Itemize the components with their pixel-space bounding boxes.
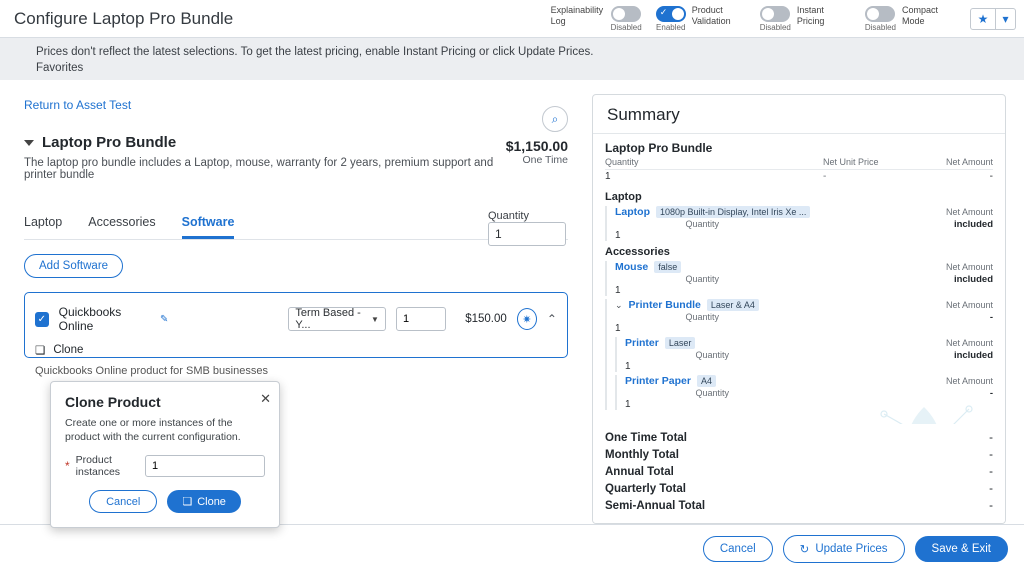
- toggle-compact-mode[interactable]: [865, 5, 956, 32]
- bundle-quantity-value: 1: [605, 171, 611, 182]
- toggle-product-validation[interactable]: [656, 5, 746, 32]
- summary-bundle-values: [605, 170, 993, 186]
- line-item-quantity-label: Quantity: [695, 350, 729, 360]
- summary-line-item: [605, 261, 993, 296]
- tab-software[interactable]: Software: [182, 215, 235, 239]
- pricing-notice-banner: [0, 38, 1024, 80]
- clone-menu-item[interactable]: [35, 343, 557, 357]
- cancel-button[interactable]: Cancel: [703, 536, 773, 562]
- summary-line-item: [605, 299, 993, 410]
- toggle-switch[interactable]: [656, 6, 686, 22]
- line-item-quantity-value: 1: [625, 399, 631, 410]
- line-item-name[interactable]: Printer Paper: [625, 375, 691, 387]
- page-title: Configure Laptop Pro Bundle: [14, 8, 234, 28]
- chevron-down-icon[interactable]: [24, 140, 34, 146]
- toggle-label: Compact Mode: [902, 5, 939, 26]
- line-item-name[interactable]: Mouse: [615, 261, 649, 273]
- total-label: Annual Total: [605, 466, 674, 478]
- tab-accessories[interactable]: Accessories: [88, 215, 156, 229]
- summary-section-laptop: Laptop: [605, 191, 642, 203]
- summary-title: Summary: [593, 95, 1005, 134]
- summary-panel: [592, 94, 1006, 524]
- bundle-price-amount: $1,150.00: [505, 138, 568, 154]
- save-and-exit-button[interactable]: Save & Exit: [915, 536, 1008, 562]
- toggle-state: Enabled: [656, 23, 686, 32]
- col-quantity: Quantity: [605, 157, 639, 167]
- bundle-price-term: One Time: [522, 154, 568, 166]
- clone-button-label: Clone: [197, 495, 226, 508]
- quantity-label: Quantity: [488, 210, 529, 222]
- search-icon[interactable]: ⌕: [542, 106, 568, 132]
- chevron-down-icon: ▼: [371, 314, 379, 324]
- product-quantity-input[interactable]: [396, 307, 446, 331]
- total-value: -: [989, 483, 993, 495]
- product-instances-label: Product instances: [75, 454, 121, 478]
- line-item-net-amount-value: included: [953, 219, 993, 230]
- line-item-net-amount-value: -: [989, 312, 993, 323]
- term-select-value: Term Based - Y...: [295, 307, 361, 331]
- app-header: [0, 0, 1024, 38]
- bundle-name: Laptop Pro Bundle: [42, 134, 177, 151]
- toggle-instant-pricing[interactable]: [760, 5, 851, 32]
- required-marker: *: [65, 459, 70, 473]
- col-net-unit-price: Net Unit Price: [823, 157, 879, 167]
- line-item-quantity-label: Quantity: [685, 312, 719, 322]
- term-select[interactable]: [288, 307, 386, 331]
- summary-section-accessories: Accessories: [605, 246, 670, 258]
- bundle-unit-price-value: -: [823, 171, 827, 182]
- chevron-down-icon[interactable]: ▾: [996, 8, 1016, 30]
- quantity-input[interactable]: [488, 222, 566, 246]
- toggle-switch[interactable]: [611, 6, 641, 22]
- total-value: -: [989, 466, 993, 478]
- line-item-attributes-chip: Laser: [665, 337, 696, 349]
- summary-line-item: [615, 337, 993, 372]
- line-item-net-amount-value: included: [953, 274, 993, 285]
- total-label: One Time Total: [605, 432, 688, 444]
- notice-text: Prices don't reflect the latest selections. To get the latest pricing, enable Instant Pricing or click Update Prices.: [36, 46, 594, 58]
- clone-menu-label: Clone: [53, 344, 84, 356]
- total-value: -: [989, 449, 993, 461]
- line-item-quantity-label: Quantity: [685, 274, 719, 284]
- line-item-quantity-value: 1: [625, 361, 631, 372]
- product-card-quickbooks: [24, 292, 568, 377]
- line-item-net-amount-label: Net Amount: [945, 376, 993, 386]
- summary-column-headers: [605, 157, 993, 170]
- toggle-state: Disabled: [610, 23, 642, 32]
- toggle-explainability-log[interactable]: [551, 5, 642, 32]
- total-value: -: [989, 500, 993, 512]
- total-label: Semi-Annual Total: [605, 500, 706, 512]
- toggle-switch[interactable]: [865, 6, 895, 22]
- dialog-title: Clone Product: [65, 394, 161, 410]
- line-item-quantity-value: 1: [615, 323, 621, 334]
- update-prices-button[interactable]: [783, 535, 905, 563]
- line-item-attributes-chip: 1080p Built-in Display, Intel Iris Xe ...: [656, 206, 810, 218]
- summary-line-item: [605, 206, 993, 241]
- product-checkbox[interactable]: ✓: [35, 312, 49, 327]
- gear-icon[interactable]: ✷: [517, 308, 537, 330]
- line-item-name[interactable]: Printer: [625, 337, 659, 349]
- header-toggle-group: [551, 5, 1016, 32]
- total-label: Monthly Total: [605, 449, 679, 461]
- toggle-label: Product Validation: [691, 5, 731, 26]
- toggle-label: Instant Pricing: [796, 5, 825, 26]
- dialog-body-text: Create one or more instances of the product with the current configuration.: [65, 417, 241, 443]
- bundle-price-block: [448, 106, 568, 166]
- product-instances-field: [51, 454, 279, 490]
- line-item-net-amount-label: Net Amount: [945, 338, 993, 348]
- total-value: -: [989, 432, 993, 444]
- favorite-star-icon[interactable]: ★: [970, 8, 996, 30]
- product-row: [35, 305, 557, 333]
- chevron-up-icon[interactable]: ⌃: [546, 312, 557, 326]
- favorites-label: Favorites: [36, 62, 84, 74]
- refresh-icon: ↻: [799, 543, 810, 556]
- footer-action-bar: [0, 524, 1024, 572]
- line-item-net-amount-value: included: [953, 350, 993, 361]
- summary-totals: [593, 424, 1005, 523]
- toggle-state: Disabled: [759, 23, 791, 32]
- line-item-quantity-label: Quantity: [695, 388, 729, 398]
- col-net-amount: Net Amount: [945, 157, 993, 167]
- line-item-net-amount-label: Net Amount: [945, 207, 993, 217]
- product-instances-input[interactable]: [145, 455, 265, 477]
- update-prices-label: Update Prices: [815, 542, 888, 555]
- line-item-quantity-value: 1: [615, 230, 621, 241]
- clone-icon: ❏: [182, 496, 193, 508]
- bundle-description: The laptop pro bundle includes a Laptop, mouse, warranty for 2 years, premium support and printer bundle: [24, 157, 494, 181]
- clone-product-dialog: [50, 381, 280, 528]
- clone-icon: ❏: [35, 345, 46, 357]
- line-item-attributes-chip: A4: [697, 375, 716, 387]
- toggle-switch[interactable]: [760, 6, 790, 22]
- toggle-label: Explainability Log: [550, 5, 604, 26]
- summary-line-item: [615, 375, 993, 410]
- total-label: Quarterly Total: [605, 483, 686, 495]
- configurator-tabs: [24, 215, 568, 240]
- toggle-state: Disabled: [864, 23, 896, 32]
- clone-button[interactable]: [167, 490, 241, 513]
- chevron-down-icon[interactable]: ⌄: [615, 299, 623, 310]
- line-item-net-amount-value: -: [989, 388, 993, 399]
- add-software-button[interactable]: Add Software: [24, 254, 123, 278]
- summary-bundle-name: Laptop Pro Bundle: [605, 141, 713, 155]
- line-item-quantity-value: 1: [615, 285, 621, 296]
- tab-laptop[interactable]: Laptop: [24, 215, 63, 229]
- line-item-quantity-label: Quantity: [685, 219, 719, 229]
- line-item-name[interactable]: Laptop: [615, 206, 650, 218]
- line-item-attributes-chip: Laser & A4: [707, 299, 759, 311]
- bundle-net-amount-value: -: [989, 171, 993, 182]
- edit-pencil-icon[interactable]: ✎: [160, 313, 169, 325]
- bundle-quantity-field: [488, 200, 568, 246]
- product-price: $150.00: [465, 313, 507, 325]
- line-item-net-amount-label: Net Amount: [945, 262, 993, 272]
- line-item-net-amount-label: Net Amount: [945, 300, 993, 310]
- line-item-attributes-chip: false: [654, 261, 681, 273]
- product-name: Quickbooks Online: [58, 305, 122, 333]
- summary-body: [593, 134, 1005, 410]
- dialog-actions: [51, 490, 279, 527]
- cancel-button[interactable]: Cancel: [89, 490, 157, 513]
- line-item-name[interactable]: Printer Bundle: [628, 299, 701, 311]
- product-description: Quickbooks Online product for SMB businesses: [35, 365, 268, 377]
- return-to-asset-test-link[interactable]: Return to Asset Test: [24, 98, 132, 112]
- close-icon[interactable]: ✕: [260, 391, 271, 406]
